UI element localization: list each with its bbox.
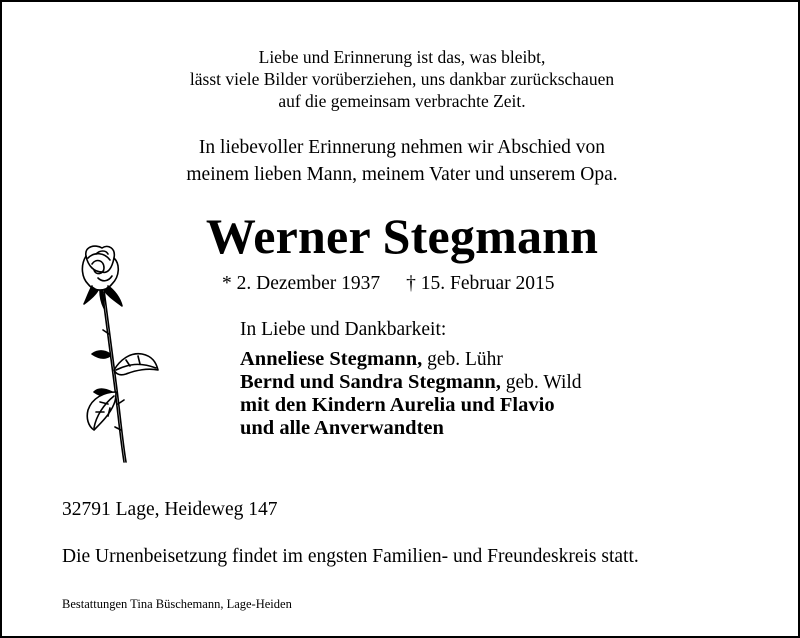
rose-icon [74,242,164,467]
mourners-heading: In Liebe und Dankbarkeit: [240,319,447,340]
intro-line: In liebevoller Erinnerung nehmen wir Abschied von [198,137,606,158]
birth-date: * 2. Dezember 1937 [222,273,381,294]
intro-line: meinem lieben Mann, meinem Vater und unserem Opa. [186,164,618,185]
verse-line: auf die gemeinsam verbrachte Zeit. [278,91,526,111]
mourner-maiden-name: geb. Lühr [422,349,503,370]
mourner-name: Anneliese Stegmann, [240,348,423,370]
memorial-verse [2,46,800,112]
verse-line: Liebe und Erinnerung ist das, was bleibt, [258,47,546,67]
mourner-entry [240,371,582,394]
deceased-name: Werner Stegmann [205,208,599,264]
verse-line: lässt viele Bilder vorüberziehen, uns dankbar zurückschauen [189,69,615,89]
family-address: 32791 Lage, Heideweg 147 [62,499,278,520]
life-dates [222,272,555,296]
mourner-maiden-name: geb. Wild [500,372,582,393]
mourner-line: mit den Kindern Aurelia und Flavio [240,394,555,416]
mourners-block [240,318,582,440]
ceremony-note: Die Urnenbeisetzung findet im engsten Familien- und Freundeskreis statt. [62,546,639,567]
farewell-intro [2,134,800,188]
death-date: † 15. Februar 2015 [406,273,555,294]
mourner-line: und alle Anverwandten [240,417,444,439]
mourner-entry [240,348,582,371]
mourner-name: Bernd und Sandra Stegmann, [240,371,501,393]
funeral-home: Bestattungen Tina Büschemann, Lage-Heiden [62,597,292,611]
